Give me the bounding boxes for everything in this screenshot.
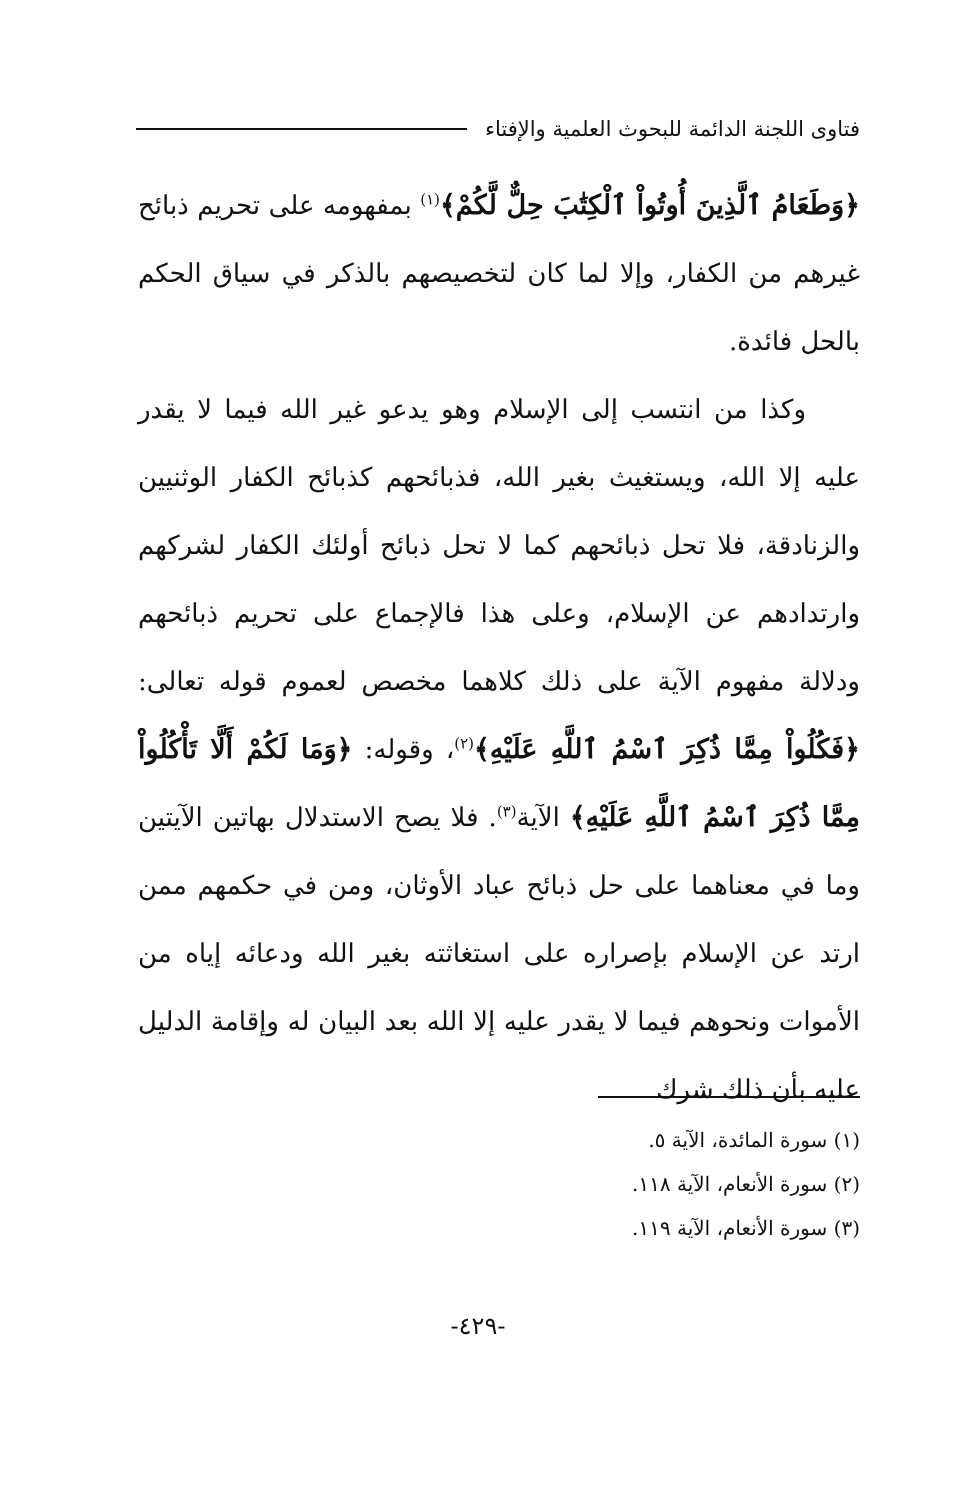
page-number: -٤٢٩- <box>450 1312 506 1340</box>
paragraph-2 <box>138 376 860 1124</box>
quran-verse-1: ﴿وَطَعَامُ ٱلَّذِينَ أُوتُواْ ٱلْكِتَٰبَ حِلٌّ لَّكُمْ﴾ <box>439 190 860 221</box>
paragraph-2-text-c: الآية <box>516 803 570 833</box>
paragraph-1 <box>138 172 860 376</box>
footnote-1: (١) سورة المائدة، الآية ٥. <box>648 1128 860 1152</box>
quran-verse-2: ﴿فَكُلُواْ مِمَّا ذُكِرَ ٱسْمُ ٱللَّهِ عَلَيْهِ﴾ <box>474 734 860 765</box>
main-text <box>138 172 860 1124</box>
footnote-rule <box>598 1096 860 1098</box>
header-rule <box>136 128 467 130</box>
footnote-2: (٢) سورة الأنعام، الآية ١١٨. <box>632 1172 860 1196</box>
quran-verse-3: ﴿وَمَا لَكُمْ أَلَّا تَأْكُلُواْ مِمَّا ذُكِرَ ٱسْمُ ٱللَّهِ عَلَيْهِ﴾ <box>138 734 860 833</box>
paragraph-2-text-b: ، وقوله: <box>352 735 455 765</box>
footnote-ref-2: (٢) <box>454 734 474 753</box>
footnote-3: (٣) سورة الأنعام، الآية ١١٩. <box>632 1216 860 1240</box>
footnote-ref-1: (١) <box>420 190 440 209</box>
paragraph-2-text-a: وكذا من انتسب إلى الإسلام وهو يدعو غير الله فيما لا يقدر عليه إلا الله، ويستغيث بغير الله، فذبائحهم كذبائح الكفار الوثنيين والزنادقة، فلا تحل ذبائحهم كما لا تحل ذبائح أولئك الكفار لشركهم وارتدادهم عن الإسلام، وعلى هذا فالإجماع على تحريم ذبائحهم ودلالة مفهوم الآية على ذلك كلاهما مخصص لعموم قوله تعالى: <box>138 395 860 697</box>
paragraph-2-text-d: . فلا يصح الاستدلال بهاتين الآيتين وما في معناهما على حل ذبائح عباد الأوثان، ومن في حكمهم ممن ارتد عن الإسلام بإصراره على استغاثته بغير الله ودعائه إياه من الأموات ونحوهم فيما لا يقدر عليه إلا الله بعد البيان له وإقامة الدليل عليه بأن ذلك شرك <box>138 803 860 1105</box>
footnotes <box>138 1118 860 1250</box>
paragraph-1-text: بمفهومه على تحريم ذبائح غيرهم من الكفار، وإلا لما كان لتخصيصهم بالذكر في سياق الحكم بالحل فائدة. <box>138 191 860 357</box>
header-title: فتاوى اللجنة الدائمة للبحوث العلمية والإفتاء <box>485 117 860 141</box>
footnote-ref-3: (٣) <box>496 802 517 821</box>
running-header <box>136 112 860 146</box>
